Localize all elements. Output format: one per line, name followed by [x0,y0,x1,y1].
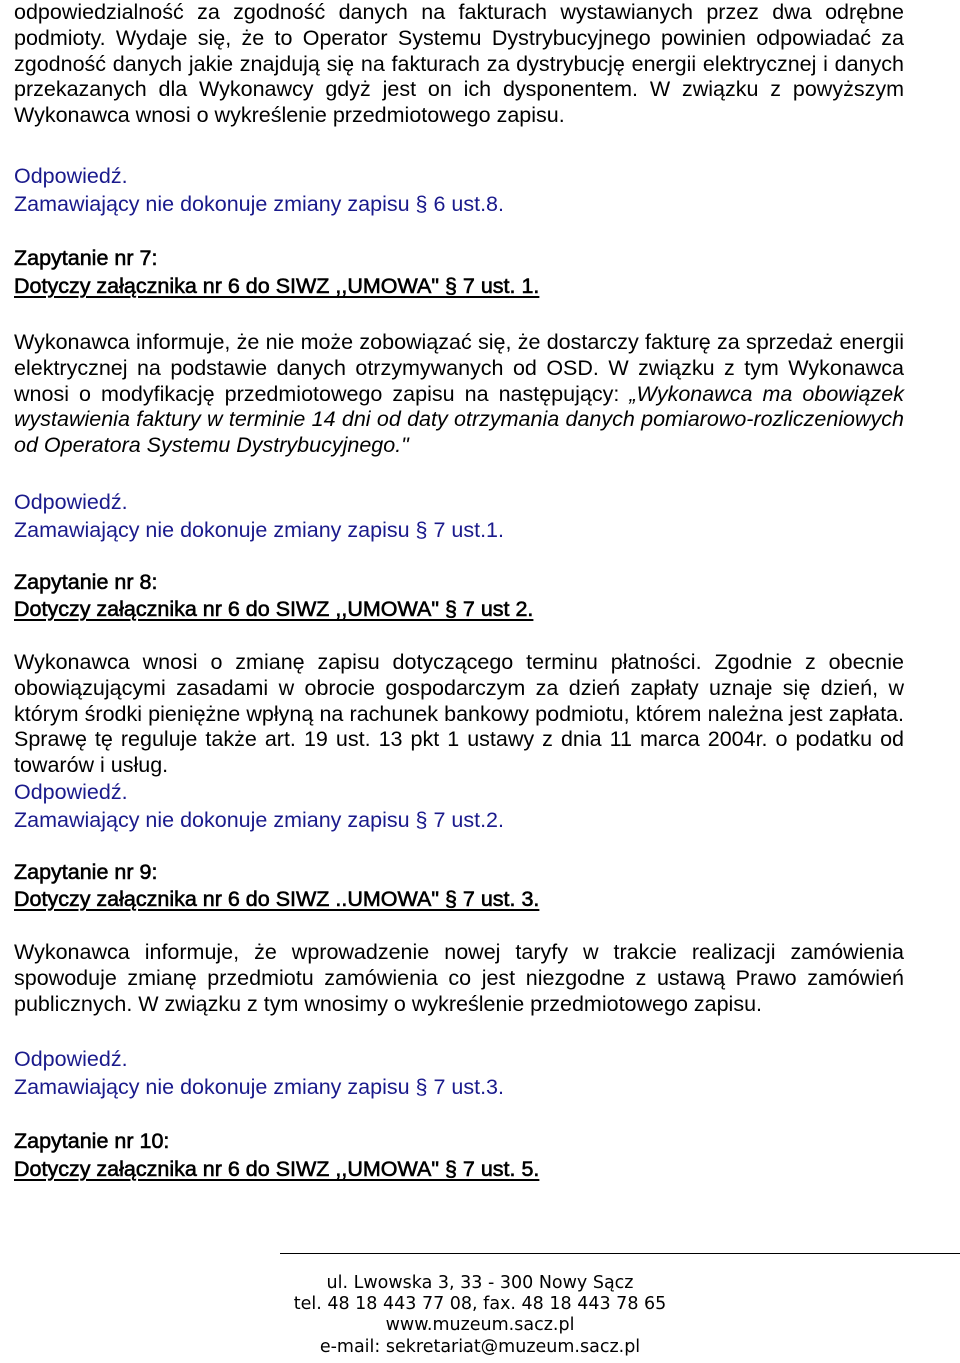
question-reference-9: Dotyczy załącznika nr 6 do SIWZ ..UMOWA" § 7 ust. 3. [14,887,540,911]
question-reference-7: Dotyczy załącznika nr 6 do SIWZ ,,UMOWA" § 7 ust. 1. [14,274,540,298]
intro-text: odpowiedzialność za zgodność danych na fakturach wystawianych przez dwa odrębne podmioty. Wydaje się, że to Operator Systemu Dystrybucyjnego powinien odpowiadać za zgodność danych jakie znajdują się na fakturach za dystrybucję energii elektrycznej i danych przekazanych dla Wykonawcy gdyż jest on ich dysponentem. [14,0,904,102]
question-title-10: Zapytanie nr 10: [14,1129,170,1153]
footer [180,1273,780,1358]
question-title-9: Zapytanie nr 9: [14,860,158,884]
question-body-9: Wykonawca informuje, że wprowadzenie nowej taryfy w trakcie realizacji zamówienia spowoduje zmianę przedmiotu zamówienia co jest niezgodne z ustawą Prawo zamówień publicznych. W związku z tym wnosimy o wykreślenie przedmiotowego zapisu. [14,940,904,1016]
question-body-7-quote: „Wykonawca ma obowiązek wystawienia faktury w terminie 14 dni od daty otrzymania danych pomiarowo-rozliczeniowych od Operatora Systemu Dystrybucyjnego." [14,381,904,458]
footer-website[interactable]: www.muzeum.sacz.pl [385,1315,575,1336]
answer-label: Odpowiedź. [14,164,128,188]
answer-label-7: Odpowiedź. [14,490,128,514]
footer-phone: tel. 48 18 443 77 08, fax. 48 18 443 78 65 [293,1294,667,1315]
answer-text-9: Zamawiający nie dokonuje zmiany zapisu § 7 ust.3. [14,1075,504,1099]
footer-email[interactable]: e-mail: sekretariat@muzeum.sacz.pl [319,1336,641,1357]
footer-address: ul. Lwowska 3, 33 - 300 Nowy Sącz [326,1273,634,1293]
intro-paragraph [14,0,904,129]
footer-divider [280,1253,960,1254]
question-title-7: Zapytanie nr 7: [14,246,158,270]
question-body-8: Wykonawca wnosi o zmianę zapisu dotyczącego terminu płatności. Zgodnie z obecnie obowiązującymi zasadami w obrocie gospodarczym za dzień zapłaty uznaje się dzień, w którym środki pieniężne wpłyną na rachunek bankowy podmiotu, którem należna jest zapłata. Sprawę tę reguluje także art. 19 ust. 13 pkt 1 ustawy z dnia 11 marca 2004r. o podatku od towarów i usług. [14,650,904,778]
question-reference-8: Dotyczy załącznika nr 6 do SIWZ ,,UMOWA" § 7 ust 2. [14,597,534,621]
answer-text: Zamawiający nie dokonuje zmiany zapisu § 6 ust.8. [14,192,504,216]
question-body-7-text: Wykonawca informuje, że nie może zobowiązać się, że dostarczy fakturę za sprzedaż energii elektrycznej na podstawie danych otrzymywanych od OSD. W związku z tym Wykonawca wnosi o modyfikację przedmiotowego zapisu na następujący: [14,330,904,406]
answer-text-8: Zamawiający nie dokonuje zmiany zapisu § 7 ust.2. [14,808,504,832]
answer-label-8: Odpowiedź. [14,780,128,804]
answer-label-9: Odpowiedź. [14,1047,128,1071]
answer-text-7: Zamawiający nie dokonuje zmiany zapisu § 7 ust.1. [14,518,504,542]
question-title-8: Zapytanie nr 8: [14,570,158,594]
intro-request: W związku z powyższym Wykonawca wnosi o wykreślenie przedmiotowego zapisu. [14,77,904,128]
question-reference-10: Dotyczy załącznika nr 6 do SIWZ ,,UMOWA" § 7 ust. 5. [14,1157,540,1181]
question-body-7 [14,330,904,459]
